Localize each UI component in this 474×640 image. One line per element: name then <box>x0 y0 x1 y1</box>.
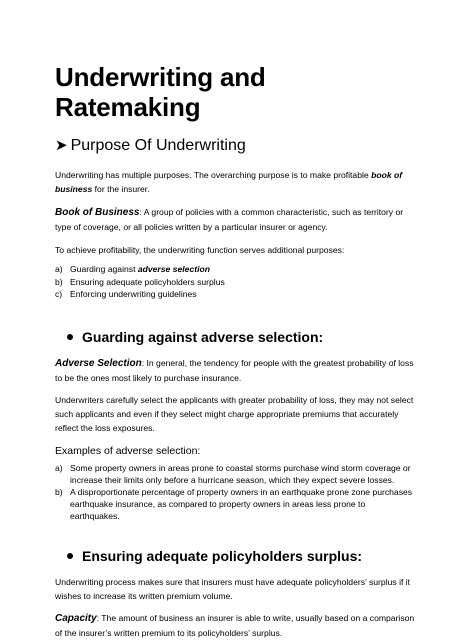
additional-purposes-intro: To achieve profitability, the underwriting function serves additional purposes: <box>55 245 345 255</box>
section-heading-adverse-selection <box>55 328 416 346</box>
definition-term: Book of Business <box>55 207 140 218</box>
document-title: Underwriting and Ratemaking <box>55 62 266 122</box>
intro-text-after: for the insurer. <box>92 184 150 194</box>
list-item-text-before: Guarding against <box>70 264 138 274</box>
examples-heading: Examples of adverse selection: <box>55 444 201 457</box>
list-item-text: Enforcing underwriting guidelines <box>70 289 197 299</box>
capacity-definition <box>55 611 416 640</box>
adverse-selection-definition <box>55 356 416 385</box>
definition-term: Adverse Selection <box>55 357 142 369</box>
subheading-text: Purpose Of Underwriting <box>70 137 246 154</box>
list-item <box>55 276 416 289</box>
bullet-dot-icon <box>67 334 73 340</box>
list-item <box>55 288 416 301</box>
list-item-emphasis: adverse selection <box>137 264 210 274</box>
intro-paragraph <box>55 168 416 196</box>
purposes-list <box>55 263 416 301</box>
list-item-text <box>70 263 416 276</box>
list-marker: a) <box>55 462 63 473</box>
bullet-dot-icon <box>67 553 73 559</box>
intro-emphasis: book of business <box>55 170 403 194</box>
list-marker: b) <box>55 276 63 287</box>
list-marker: c) <box>55 289 63 299</box>
subheading <box>55 136 416 156</box>
list-marker: a) <box>55 264 63 274</box>
list-marker: b) <box>55 486 63 497</box>
definition-text: : In general, the tendency for people with the greatest probability of loss to be the ones most likely to purchase insurance. <box>55 357 414 383</box>
list-item <box>55 486 416 522</box>
list-item <box>55 462 416 486</box>
examples-list <box>55 462 416 522</box>
list-item-text: A disproportionate percentage of property owners in an earthquake prone zone purchases earthquake insurance, as compared to property owners in areas less prone to earthquakes. <box>70 486 413 521</box>
definition-term: Capacity <box>55 612 97 624</box>
adverse-selection-paragraph: Underwriters carefully select the applicants with greater probability of loss, they may not select such applicants and even if they select might charge appropriate premiums that accurately reflect the loss exposures. <box>55 394 414 433</box>
list-item <box>55 263 416 276</box>
arrow-bullet-icon: ➤ <box>55 137 68 154</box>
section-heading-text: Guarding against adverse selection: <box>82 328 324 345</box>
list-item-text: Ensuring adequate policyholders surplus <box>70 276 225 287</box>
list-item-text: Some property owners in areas prone to coastal storms purchase wind storm coverage or increase their limits only before a hurricane season, which they expect severe losses. <box>70 462 411 485</box>
definition-text: : A group of policies with a common characteristic, such as territory or type of coverage, or all policies written by a particular insurer or agency. <box>55 207 404 232</box>
book-of-business-definition <box>55 205 416 234</box>
section-heading-text: Ensuring adequate policyholders surplus: <box>82 547 363 564</box>
section-heading-policyholders-surplus <box>55 547 416 565</box>
intro-text-before: Underwriting has multiple purposes. The overarching purpose is to make profitable <box>55 170 372 180</box>
surplus-paragraph: Underwriting process makes sure that insurers must have adequate policyholders’ surplus if it wishes to increase its written premium volume. <box>55 576 411 601</box>
definition-text: : The amount of business an insurer is able to write, usually based on a comparison of the insurer’s written premium to its policyholders’ surplus. <box>55 612 415 638</box>
